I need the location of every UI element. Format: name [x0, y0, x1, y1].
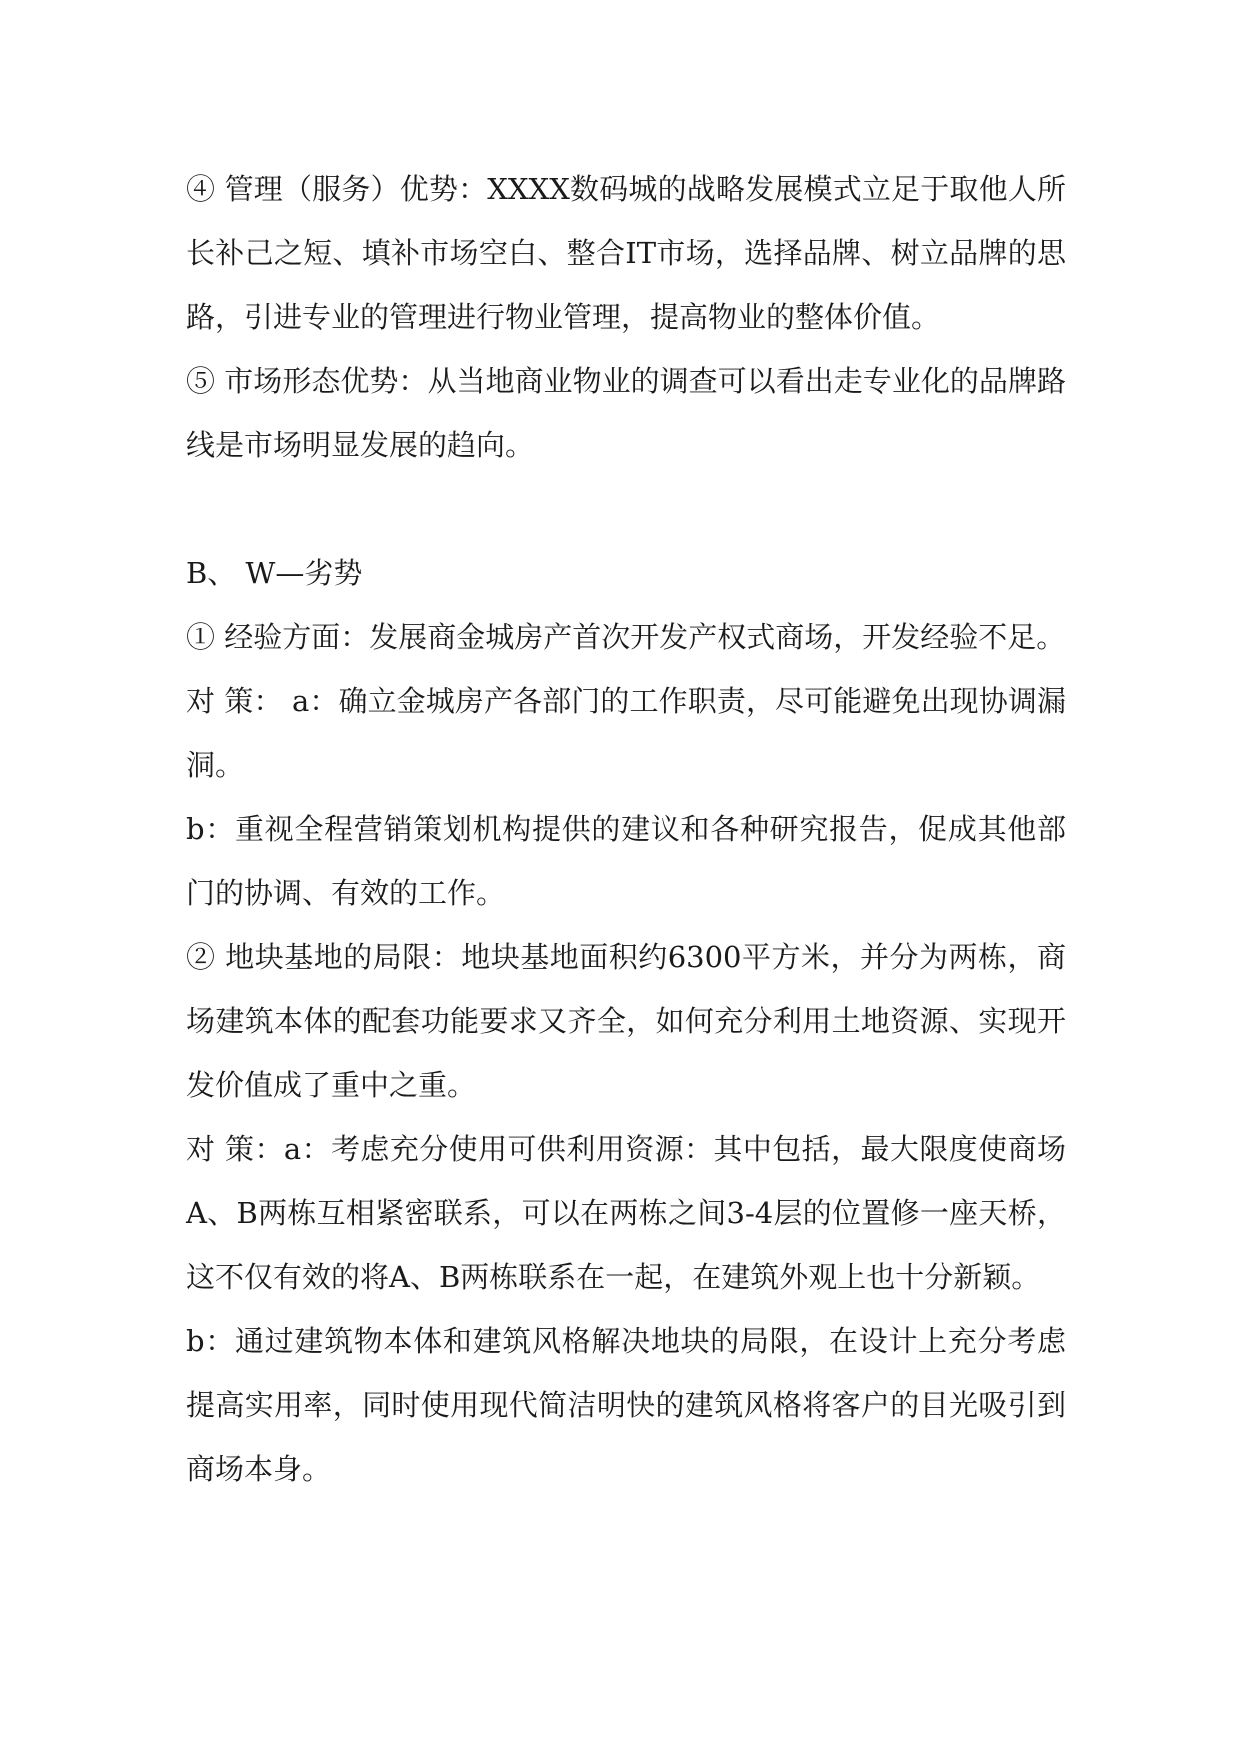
blank-line: [186, 477, 1066, 541]
paragraph-site-limitation: ② 地块基地的局限：地块基地面积约6300平方米，并分为两栋，商场建筑本体的配套功能要求又齐全，如何充分利用土地资源、实现开发价值成了重中之重。: [186, 940, 1066, 1102]
paragraph-market-form-advantage: ⑤ 市场形态优势：从当地商业物业的调查可以看出走专业化的品牌路线是市场明显发展的趋向。: [186, 364, 1066, 462]
paragraph-site-countermeasure-a: 对 策：a：考虑充分使用可供利用资源：其中包括，最大限度使商场A、B两栋互相紧密联系，可以在两栋之间3-4层的位置修一座天桥，这不仅有效的将A、B两栋联系在一起，在建筑外观上也十分新颖。: [186, 1132, 1066, 1294]
document-body: [186, 157, 1066, 1501]
paragraph-countermeasure-b: b：重视全程营销策划机构提供的建议和各种研究报告，促成其他部门的协调、有效的工作。: [186, 812, 1066, 910]
paragraph-countermeasure-a: 对 策： a：确立金城房产各部门的工作职责，尽可能避免出现协调漏洞。: [186, 684, 1066, 782]
paragraph-site-countermeasure-b: b：通过建筑物本体和建筑风格解决地块的局限，在设计上充分考虑提高实用率，同时使用现代简洁明快的建筑风格将客户的目光吸引到商场本身。: [186, 1324, 1066, 1486]
paragraph-management-advantage: ④ 管理（服务）优势：XXXX数码城的战略发展模式立足于取他人所长补己之短、填补市场空白、整合IT市场，选择品牌、树立品牌的思路，引进专业的管理进行物业管理，提高物业的整体价值。: [186, 172, 1066, 334]
paragraph-experience: ① 经验方面：发展商金城房产首次开发产权式商场，开发经验不足。: [186, 620, 1066, 654]
section-heading-weakness: B、 W—劣势: [186, 556, 363, 590]
